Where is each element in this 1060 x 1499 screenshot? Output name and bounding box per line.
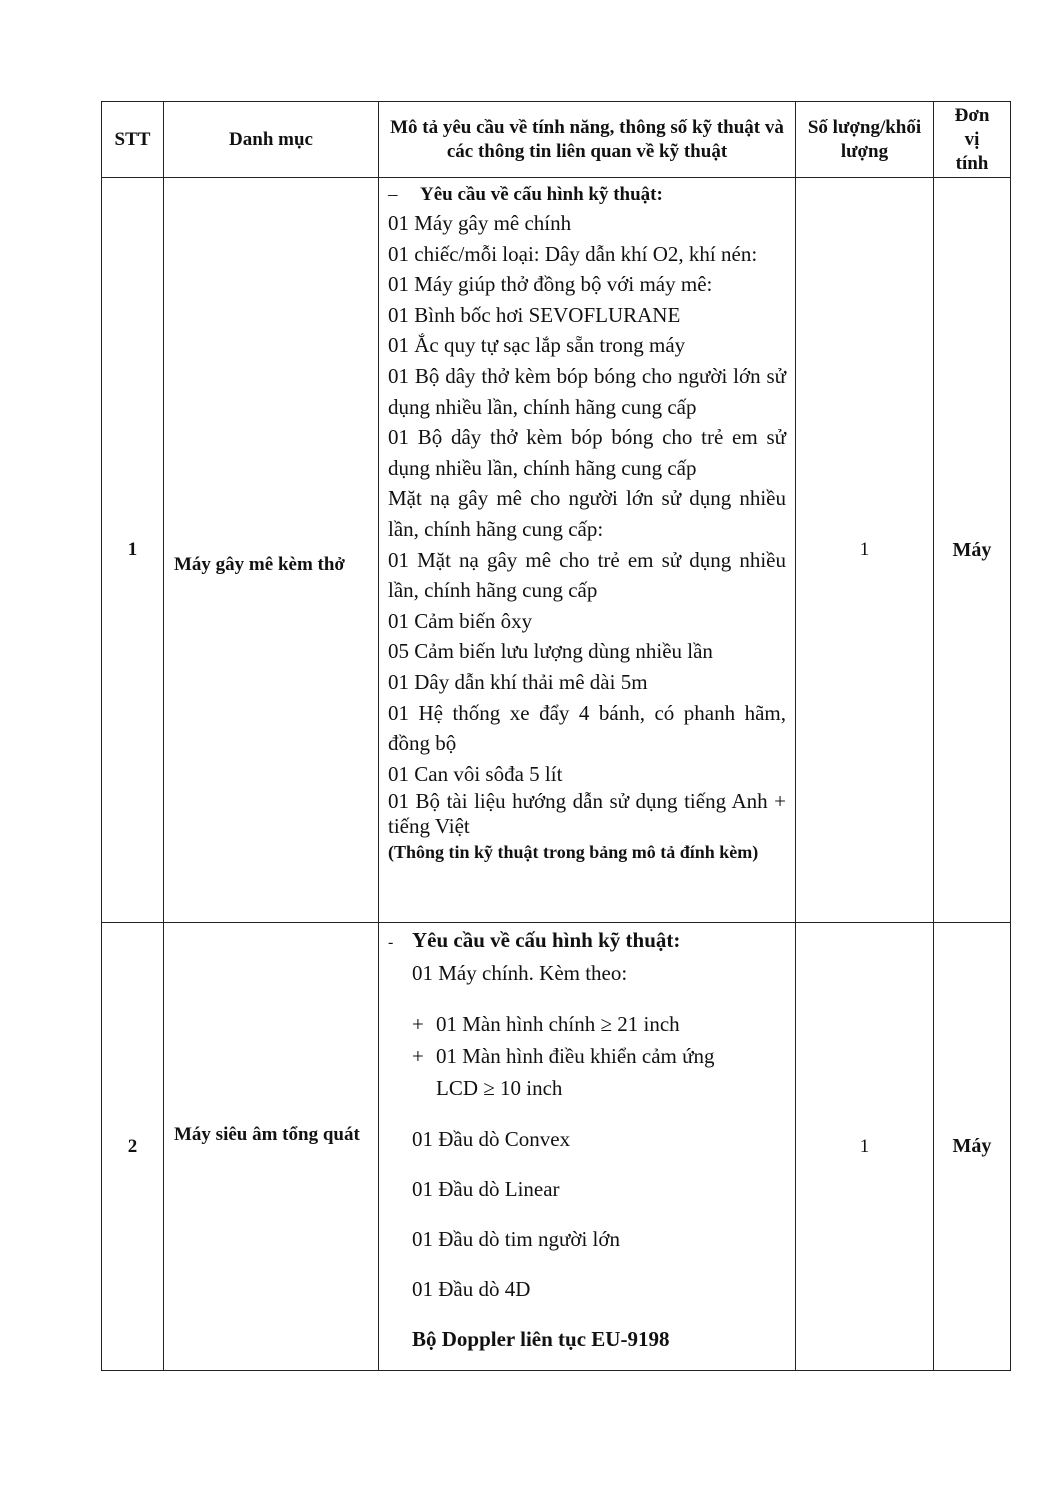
list-item: 01 Bình bốc hơi SEVOFLURANE xyxy=(388,302,681,327)
header-category: Danh mục xyxy=(164,102,379,178)
probe-item: 01 Đầu dò Linear xyxy=(412,1177,560,1201)
list-item: 01 Ắc quy tự sạc lắp sẵn trong máy xyxy=(388,333,686,358)
header-quantity: Số lượng/khối lượng xyxy=(796,102,934,178)
list-item: 01 Cảm biến ôxy xyxy=(388,608,533,633)
row-description xyxy=(379,923,796,1371)
config-heading: – Yêu cầu về cấu hình kỹ thuật: xyxy=(388,184,663,205)
row-description xyxy=(379,178,796,923)
sub-item: + 01 Màn hình chính ≥ 21 inch xyxy=(412,1012,680,1036)
list-item: 01 Hệ thống xe đẩy 4 bánh, có phanh hãm, đồng bộ xyxy=(388,700,786,756)
list-item: 01 Bộ dây thở kèm bóp bóng cho trẻ em sử dụng nhiều lần, chính hãng cung cấp xyxy=(388,425,786,480)
list-item: 01 Dây dẫn khí thải mê dài 5m xyxy=(388,669,648,694)
row-quantity: 1 xyxy=(796,923,934,1371)
row-quantity: 1 xyxy=(796,178,934,923)
list-item: 01 Can vôi sôđa 5 lít xyxy=(388,761,563,786)
probe-item: 01 Đầu dò 4D xyxy=(412,1277,531,1301)
list-item: 01 chiếc/mỗi loại: Dây dẫn khí O2, khí nén: xyxy=(388,241,758,266)
list-item: 01 Bộ tài liệu hướng dẫn sử dụng tiếng Anh + tiếng Việt xyxy=(388,789,786,839)
list-item: 01 Máy giúp thở đồng bộ với máy mê: xyxy=(388,272,713,297)
probe-item: 01 Đầu dò tim người lớn xyxy=(412,1227,621,1251)
list-item: 01 Máy gây mê chính xyxy=(388,211,572,235)
probe-item: 01 Đầu dò Convex xyxy=(412,1127,571,1151)
row-category: Máy gây mê kèm thở xyxy=(164,178,379,923)
table-header-row xyxy=(102,102,1011,178)
list-item: 01 Bộ dây thở kèm bóp bóng cho người lớn sử dụng nhiều lần, chính hãng cung cấp xyxy=(388,363,786,419)
row-stt: 1 xyxy=(102,178,164,923)
row-stt: 2 xyxy=(102,923,164,1371)
main-unit: 01 Máy chính. Kèm theo: xyxy=(412,961,628,985)
doppler-item: Bộ Doppler liên tục EU-9198 xyxy=(412,1327,670,1351)
table-row xyxy=(102,178,1011,923)
technical-note: (Thông tin kỹ thuật trong bảng mô tả đính kèm) xyxy=(388,842,759,863)
specification-table xyxy=(101,101,1011,1371)
list-item: 05 Cảm biến lưu lượng dùng nhiều lần xyxy=(388,639,713,664)
row-category: Máy siêu âm tổng quát xyxy=(164,923,379,1371)
row-unit: Máy xyxy=(934,923,1011,1371)
list-item: 01 Mặt nạ gây mê cho trẻ em sử dụng nhiều lần, chính hãng cung cấp xyxy=(388,547,786,603)
row-unit: Máy xyxy=(934,178,1011,923)
config-heading: - Yêu cầu về cấu hình kỹ thuật: xyxy=(388,928,681,952)
list-item: Mặt nạ gây mê cho người lớn sử dụng nhiều lần, chính hãng cung cấp: xyxy=(388,486,786,541)
header-description: Mô tả yêu cầu về tính năng, thông số kỹ thuật và các thông tin liên quan về kỹ thuật xyxy=(379,102,796,178)
header-stt: STT xyxy=(102,102,164,178)
header-unit: Đơn vị tính xyxy=(934,102,1011,178)
table-row xyxy=(102,923,1011,1371)
sub-item: + 01 Màn hình điều khiển cảm ứng LCD ≥ 10 inch xyxy=(412,1044,715,1100)
